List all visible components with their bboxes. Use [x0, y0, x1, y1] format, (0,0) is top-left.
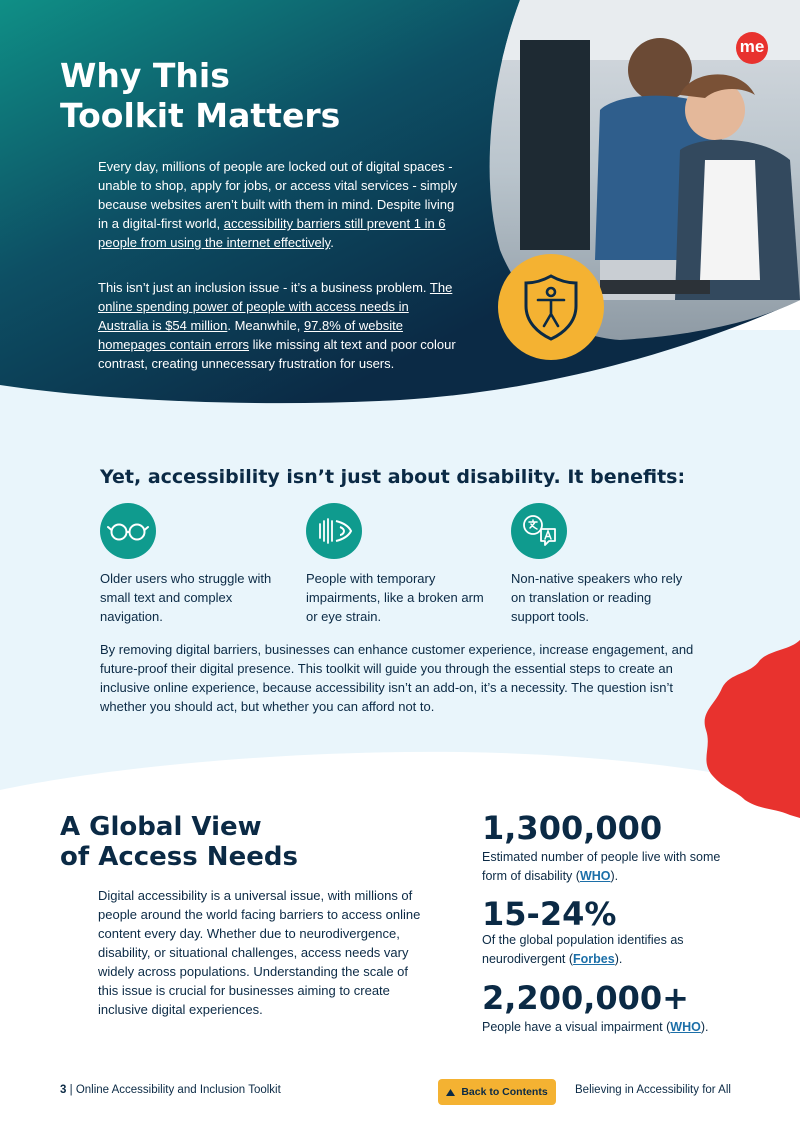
stat-neurodivergent-end: ). [614, 952, 623, 966]
stat-visual-text: People have a visual impairment ( [482, 1020, 671, 1034]
page-title [60, 56, 440, 136]
forbes-link[interactable]: Forbes [573, 952, 615, 966]
title-line-1: Why This [60, 56, 230, 95]
stat-disability-end: ). [610, 869, 619, 883]
stat-neurodivergent-desc [482, 931, 742, 969]
footer-tagline: Believing in Accessibility for All [575, 1084, 731, 1096]
translation-icon [511, 503, 567, 559]
hero-p1-text: Every day, millions of people are locked out of digital spaces - unable to shop, apply for jobs, or access vital services - simply because websites aren’t built with them in mind. Despite living in a digital-first world, [98, 159, 458, 231]
hero-p2-start: This isn’t just an inclusion issue - it’s a business problem. [98, 280, 430, 295]
benefits-summary: By removing digital barriers, businesses can enhance customer experience, increase engagement, and future-proof their digital presence. This toolkit will guide you through the essential steps to create an inclusive online experience, because accessibility isn’t an add-on, it’s a necessity. The question isn’t whether you should act, but whether you can afford not to. [100, 642, 694, 714]
page-number: 3 [60, 1084, 67, 1096]
stat-visual-desc [482, 1018, 742, 1037]
global-title-line-2: of Access Needs [60, 842, 298, 872]
global-view-paragraph: Digital accessibility is a universal issue, with millions of people around the world facing barriers to access online content every day. Whether due to neurodivergence, disability, or situational challenges, access needs vary widely across populations. Understanding the scale of this issue is crucial for businesses aiming to create inclusive digital experiences. [98, 888, 421, 1017]
benefits-heading: Yet, accessibility isn’t just about disability. It benefits: [100, 466, 686, 488]
stat-disability-number: 1,300,000 [482, 809, 663, 847]
hero-p1-end: . [330, 235, 334, 250]
glasses-icon [100, 503, 156, 559]
hero-p2-mid: . Meanwhile, [227, 318, 304, 333]
global-title-line-1: A Global View [60, 812, 262, 842]
hero-paragraph-2 [98, 278, 460, 373]
who-link-2[interactable]: WHO [670, 1020, 701, 1034]
benefit-temporary-impairments: People with temporary impairments, like a broken arm or eye strain. [306, 571, 484, 624]
brand-logo: me [736, 32, 768, 64]
global-view-heading [60, 812, 390, 872]
title-line-2: Toolkit Matters [60, 96, 341, 135]
footer-page-info [60, 1084, 281, 1096]
stat-neurodivergent-number: 15-24% [482, 895, 617, 933]
accessibility-shield-icon [498, 254, 604, 360]
stat-visual-number: 2,200,000+ [482, 979, 689, 1017]
back-to-contents-button[interactable] [438, 1079, 556, 1105]
who-link-1[interactable]: WHO [579, 869, 611, 883]
benefit-older-users: Older users who struggle with small text and complex navigation. [100, 571, 272, 624]
arrow-up-icon [446, 1089, 455, 1096]
stat-visual-end: ). [700, 1020, 709, 1034]
barriers-link[interactable]: accessibility barriers still prevent 1 in 6 people from using the internet effectively [98, 216, 446, 250]
spending-power-link[interactable]: The online spending power of people with access needs in Australia is $54 million [98, 280, 453, 333]
hero-paragraph-1 [98, 157, 460, 252]
stat-disability-desc [482, 848, 742, 886]
stat-neurodivergent-text: Of the global population identifies as neurodivergent ( [482, 933, 684, 966]
stat-disability-text: Estimated number of people live with some form of disability ( [482, 850, 721, 883]
footer-doc-title: Online Accessibility and Inclusion Toolkit [75, 1084, 281, 1096]
benefit-non-native-speakers: Non-native speakers who rely on translation or reading support tools. [511, 571, 683, 624]
homepage-errors-link[interactable]: 97.8% of website homepages contain errors [98, 318, 403, 352]
strained-eye-icon [306, 503, 362, 559]
back-to-contents-label: Back to Contents [461, 1086, 548, 1098]
hero-p2-end: like missing alt text and poor colour contrast, creating unnecessary frustration for users. [98, 337, 456, 371]
footer-separator: | [69, 1084, 73, 1096]
